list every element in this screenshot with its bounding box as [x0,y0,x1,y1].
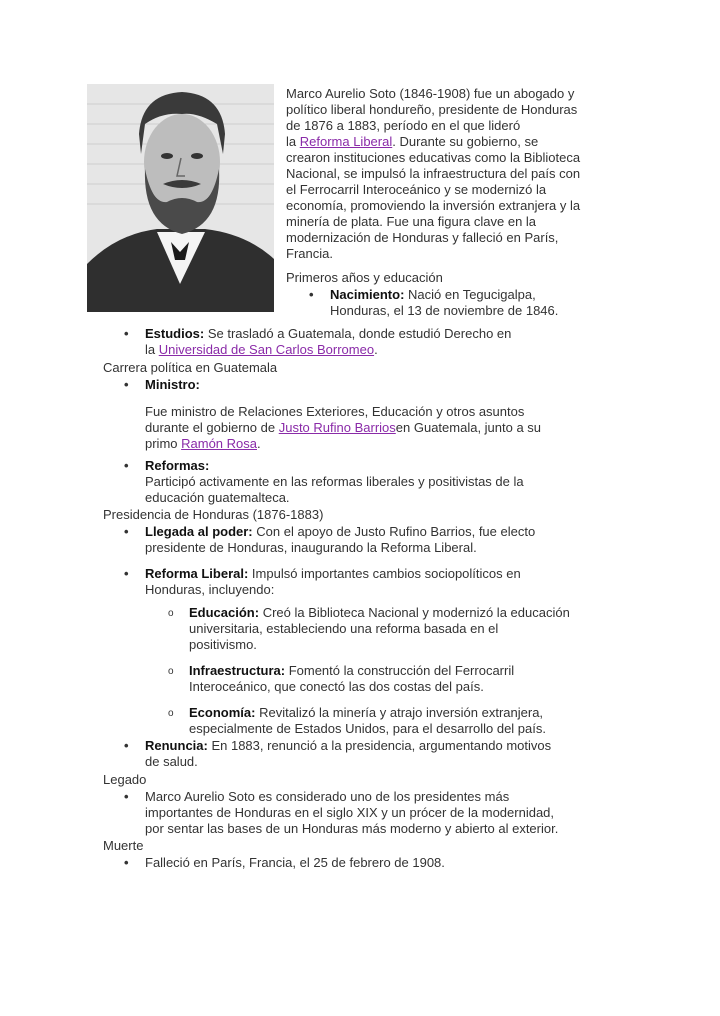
list-item-legado: • Marco Aurelio Soto es considerado uno de los presidentes más importantes de Honduras en el siglo XIX y un prócer de la modernidad, por sentar las bases de un Honduras más moderno y abierto al exterior. [145,789,625,837]
list-item-reformas: • Reformas: Participó activamente en las reformas liberales y positivistas de la educación guatemalteca. [145,458,625,506]
list-item-nacimiento: • Nacimiento: Nació en Tegucigalpa, Honduras, el 13 de noviembre de 1846. [330,287,630,319]
sublist-item-economia: o Economía: Revitalizó la minería y atrajo inversión extranjera, especialmente de Estados Unidos, para el desarrollo del país. [189,705,629,737]
list-item-ministro: • Ministro: Fue ministro de Relaciones Exteriores, Educación y otros asuntos durante el gobierno de Justo Rufino Barriosen Guatemala, junto a su primo Ramón Rosa. [145,377,625,452]
portrait-engraving [87,84,274,312]
sublist-item-infraestructura: o Infraestructura: Fomentó la construcción del Ferrocarril Interoceánico, que conectó las dos costas del país. [189,663,629,695]
list-item-llegada: • Llegada al poder: Con el apoyo de Justo Rufino Barrios, fue electo presidente de Honduras, inaugurando la Reforma Liberal. [145,524,625,556]
sublist-item-educacion: o Educación: Creó la Biblioteca Nacional y modernizó la educación universitaria, estableciendo una reforma basada en el positivismo. [189,605,629,653]
reforma-liberal-link[interactable]: Reforma Liberal [299,134,393,149]
heading-presidencia: Presidencia de Honduras (1876-1883) [103,507,324,522]
list-item-reforma-liberal: • Reforma Liberal: Impulsó importantes cambios sociopolíticos en Honduras, incluyendo: [145,566,625,598]
heading-carrera-guatemala: Carrera política en Guatemala [103,360,278,375]
list-item-estudios: • Estudios: Se trasladó a Guatemala, donde estudió Derecho en la Universidad de San Carlos Borromeo. [145,326,625,358]
justo-rufino-barrios-link[interactable]: Justo Rufino Barrios [278,420,396,435]
ramon-rosa-link[interactable]: Ramón Rosa [181,436,257,451]
intro-paragraph: Marco Aurelio Soto (1846-1908) fue un abogado y político liberal hondureño, presidente de Honduras de 1876 a 1883, período en el que lideró la Reforma Liberal. Durante su gobierno, se crearon instituciones educativas como la Biblioteca Nacional, se impulsó la infraestructura del país con el Ferrocarril Interoceánico y se modernizó la economía, promoviendo la inversión extranjera y la minería de plata. Fue una figura clave en la modernización de Honduras y falleció en París, Francia. [286,86,581,261]
list-item-renuncia: • Renuncia: En 1883, renunció a la presidencia, argumentando motivos de salud. [145,738,625,770]
heading-legado: Legado [103,772,147,787]
universidad-link[interactable]: Universidad de San Carlos Borromeo [158,342,375,357]
list-item-muerte: • Falleció en París, Francia, el 25 de febrero de 1908. [145,855,625,871]
heading-primeros-anos: Primeros años y educación [286,270,443,285]
heading-muerte: Muerte [103,838,144,853]
